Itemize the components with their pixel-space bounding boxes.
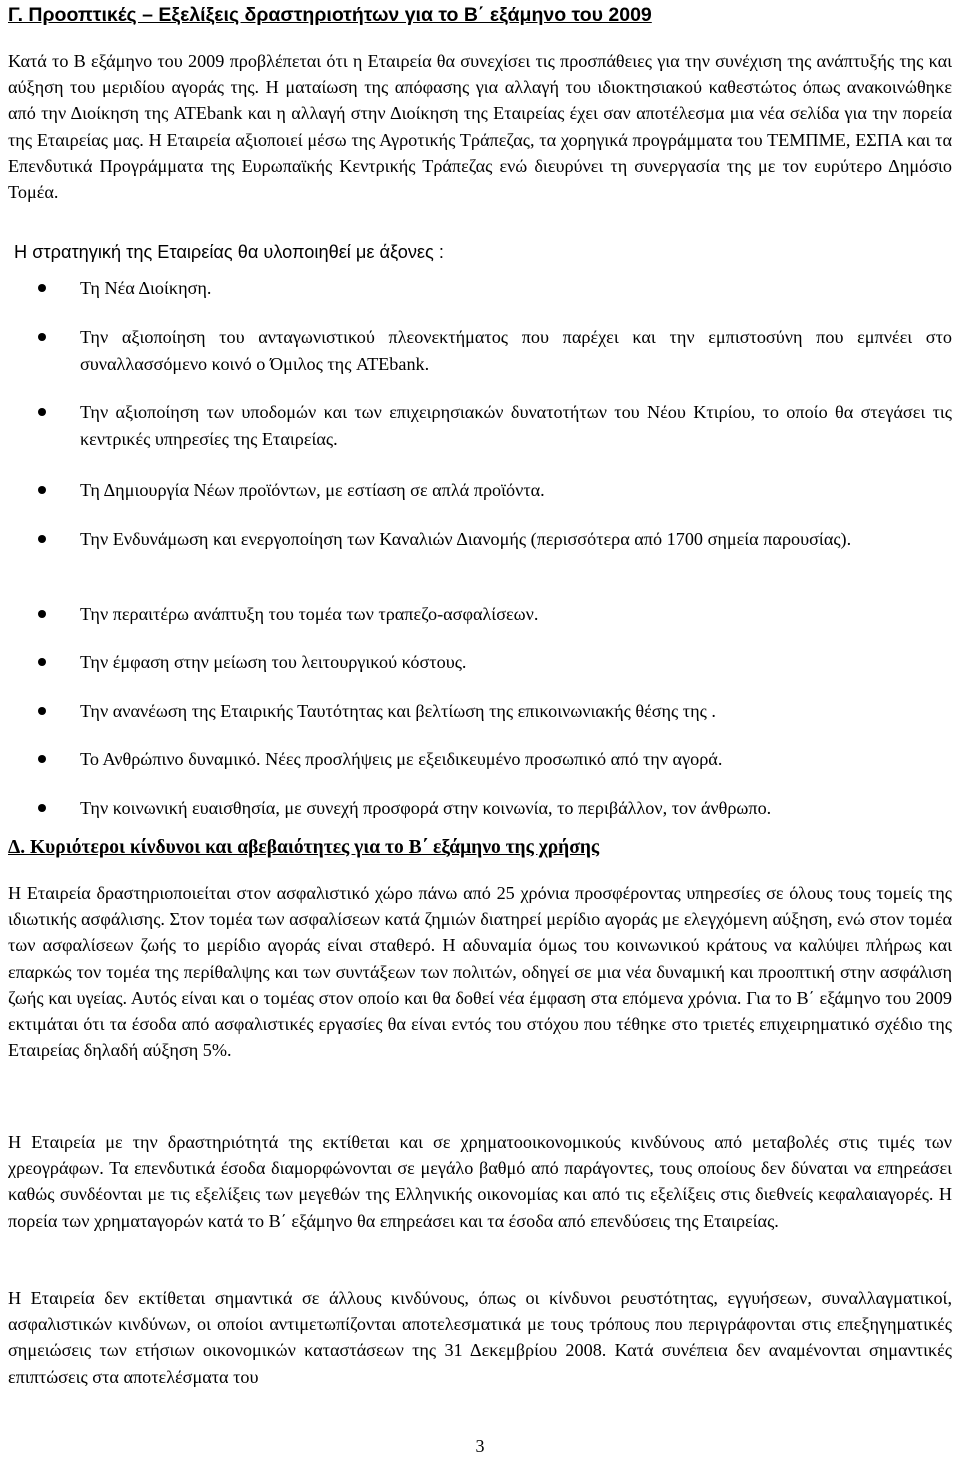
bullet-text: Την κοινωνική ευαισθησία, με συνεχή προσφορά στην κοινωνία, το περιβάλλον, τον άνθρωπο. [80,798,772,818]
bullet-text: Την περαιτέρω ανάπτυξη του τομέα των τραπεζο-ασφαλίσεων. [80,604,539,624]
bullet-text: Τη Νέα Διοίκηση. [80,278,212,298]
bullet-icon [38,535,46,543]
bullet-icon [38,707,46,715]
bullet-text: Το Ανθρώπινο δυναμικό. Νέες προσλήψεις με εξειδικευμένο προσωπικό από την αγορά. [80,749,723,769]
bullet-icon [38,658,46,666]
section-g-heading: Γ. Προοπτικές – Εξελίξεις δραστηριοτήτων για το Β΄ εξάμηνο του 2009 [8,4,652,26]
bullet-text: Την ανανέωση της Εταιρικής Ταυτότητας και βελτίωση της επικοινωνιακής θέσης της . [80,701,716,721]
bullet-icon [38,610,46,618]
bullet-text: Την αξιοποίηση του ανταγωνιστικού πλεονεκτήματος που παρέχει και την εμπιστοσύνη που εμπνέει στο συναλλασσόμενο κοινό ο Όμιλος της ATEbank. [80,327,952,374]
bullet-icon [38,486,46,494]
bullet-text: Τη Δημιουργία Νέων προϊόντων, με εστίαση σε απλά προϊόντα. [80,480,545,500]
bullet-text: Την έμφαση στην μείωση του λειτουργικού κόστους. [80,652,467,672]
strategy-intro: Η στρατηγική της Εταιρείας θα υλοποιηθεί με άξονες : [14,242,444,262]
page-number: 3 [475,1436,485,1456]
section-d-paragraph-2: Η Εταιρεία με την δραστηριότητά της εκτίθεται και σε χρηματοοικονομικούς κινδύνους από μεταβολές στις τιμές των χρεογράφων. Τα επενδυτικά έσοδα διαμορφώνονται σε μεγάλο βαθμό από παράγοντες, τους οποίους δεν δύναται να επηρεάσει καθώς συνδέονται με τις εξελίξεις των μεγεθών της Ελληνικής οικονομίας και από τις εξελίξεις στις διεθνείς κεφαλαιαγορές. Η πορεία των χρηματαγορών κατά το Β΄ εξάμηνο θα επηρεάσει και τα έσοδα από επενδύσεις της Εταιρείας. [8,1132,952,1231]
bullet-icon [38,284,46,292]
bullet-icon [38,408,46,416]
bullet-icon [38,333,46,341]
bullet-icon [38,804,46,812]
bullet-text: Την Ενδυνάμωση και ενεργοποίηση των Καναλιών Διανομής (περισσότερα από 1700 σημεία παρουσίας). [80,529,852,549]
section-g-paragraph: Κατά το Β εξάμηνο του 2009 προβλέπεται ότι η Εταιρεία θα συνεχίσει τις προσπάθειες για την συνέχιση της ανάπτυξής της και αύξηση του μεριδίου αγοράς της. Η ματαίωση της απόφασης για αλλαγή του ιδιοκτησιακού καθεστώτος όπως ανακοινώθηκε από την Διοίκηση της ATEbank και η αλλαγή στην Διοίκηση της Εταιρείας έχει σαν αποτέλεσμα μια νέα σελίδα για την πορεία της Εταιρείας μας. Η Εταιρεία αξιοποιεί μέσω της Αγροτικής Τράπεζας, τα χορηγικά προγράμματα του ΤΕΜΠΜΕ, ΕΣΠΑ και τα Επενδυτικά Προγράμματα της Ευρωπαϊκής Κεντρικής Τράπεζας ενώ διευρύνει τη συνεργασία της με τον ευρύτερο Δημόσιο Τομέα. [8,51,952,203]
section-d-paragraph-1: Η Εταιρεία δραστηριοποιείται στον ασφαλιστικό χώρο πάνω από 25 χρόνια προσφέροντας υπηρεσίες σε όλους τους τομείς της ιδιωτικής ασφάλισης. Στον τομέα των ασφαλίσεων κατά ζημιών διατηρεί μερίδιο αγοράς με ελεγχόμενη αύξηση, ενώ στον τομέα των ασφαλίσεων ζωής το μερίδιο αγοράς είναι σταθερό. Η αδυναμία όμως του κοινωνικού κράτους να καλύψει πλήρως και επαρκώς τον τομέα της περίθαλψης και των συντάξεων των πολιτών, οδηγεί σε μια νέα δυναμική και προοπτική στην ασφάλιση ζωής και υγείας. Αυτός είναι και ο τομέας στον οποίο και θα δοθεί νέα έμφαση στα επόμενα χρόνια. Για το Β΄ εξάμηνο του 2009 εκτιμάται ότι τα έσοδα από ασφαλιστικές εργασίες θα είναι εντός του στόχου που τέθηκε στο τριετές επιχειρηματικό σχέδιο της Εταιρείας δηλαδή αύξηση 5%. [8,883,952,1061]
bullet-icon [38,755,46,763]
bullet-text: Την αξιοποίηση των υποδομών και των επιχειρησιακών δυνατοτήτων του Νέου Κτιρίου, το οποίο θα στεγάσει τις κεντρικές υπηρεσίες της Εταιρείας. [80,402,952,449]
section-d-paragraph-3: Η Εταιρεία δεν εκτίθεται σημαντικά σε άλλους κινδύνους, όπως οι κίνδυνοι ρευστότητας, εγγυήσεων, συναλλαγματικοί, ασφαλιστικών κινδύνων, οι οποίοι αντιμετωπίζονται αποτελεσματικά με τους τρόπους που περιγράφονται στις επεξηγηματικές σημειώσεις των ετήσιων οικονομικών καταστάσεων της 31 Δεκεμβρίου 2008. Κατά συνέπεια δεν αναμένονται σημαντικές επιπτώσεις στα αποτελέσματα του [8,1288,952,1387]
section-d-heading: Δ. Κυριότεροι κίνδυνοι και αβεβαιότητες για το Β΄ εξάμηνο της χρήσης [8,837,600,858]
